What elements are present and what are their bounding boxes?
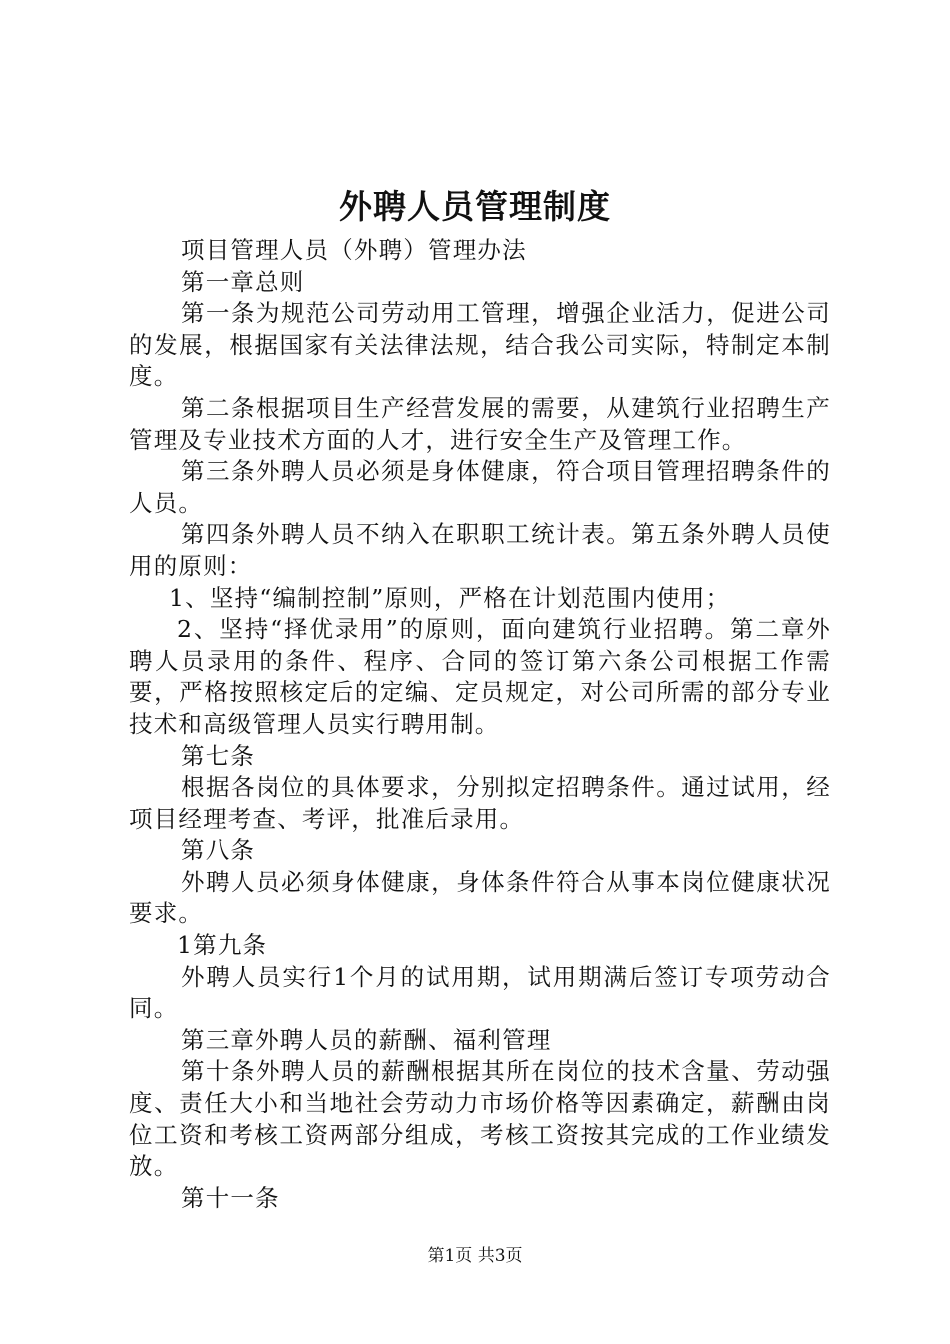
- paragraph-principle-2: 2、坚持“择优录用”的原则，面向建筑行业招聘。第二章外聘人员录用的条件、程序、合同的签订第六条公司根据工作需要，严格按照核定后的定编、定员规定，对公司所需的部分专业技术和高级管理人员实行聘用制。: [129, 615, 831, 738]
- paragraph-article-2: 第二条根据项目生产经营发展的需要，从建筑行业招聘生产管理及专业技术方面的人才，进行安全生产及管理工作。: [129, 393, 831, 454]
- paragraph-article-4-5: 第四条外聘人员不纳入在职职工统计表。第五条外聘人员使用的原则：: [129, 520, 831, 580]
- document-title: 外聘人员管理制度: [339, 187, 611, 226]
- paragraph-article-10: 第十条外聘人员的薪酬根据其所在岗位的技术含量、劳动强度、责任大小和当地社会劳动力市场价格等因素确定，薪酬由岗位工资和考核工资两部分组成，考核工资按其完成的工作业绩发放。: [129, 1057, 831, 1181]
- paragraph-article-7-body: 根据各岗位的具体要求，分别拟定招聘条件。通过试用，经项目经理考查、考评，批准后录用。: [129, 773, 831, 833]
- paragraph-article-11-heading: 第十一条: [181, 1183, 280, 1212]
- paragraph-article-7-heading: 第七条: [181, 741, 256, 770]
- document-body: [129, 235, 831, 1214]
- paragraph-article-9-heading: 1第九条: [177, 931, 268, 960]
- paragraph-article-8-body: 外聘人员必须身体健康，身体条件符合从事本岗位健康状况要求。: [129, 867, 831, 928]
- paragraph-chapter-1: 第一章总则: [181, 267, 305, 296]
- paragraph-article-1: 第一条为规范公司劳动用工管理，增强企业活力，促进公司的发展，根据国家有关法律法规，结合我公司实际，特制定本制度。: [129, 299, 831, 391]
- paragraph-article-9-body: 外聘人员实行1个月的试用期，试用期满后签订专项劳动合同。: [129, 962, 831, 1023]
- paragraph-article-8-heading: 第八条: [181, 836, 256, 865]
- paragraph-principle-1: 1、坚持“编制控制”原则，严格在计划范围内使用；: [169, 583, 731, 612]
- paragraph-chapter-3: 第三章外聘人员的薪酬、福利管理: [181, 1025, 552, 1054]
- paragraph-article-3: 第三条外聘人员必须是身体健康，符合项目管理招聘条件的人员。: [129, 457, 831, 517]
- page-footer: 第1页 共3页: [427, 1246, 523, 1266]
- paragraph-subtitle: 项目管理人员（外聘）管理办法: [181, 236, 527, 264]
